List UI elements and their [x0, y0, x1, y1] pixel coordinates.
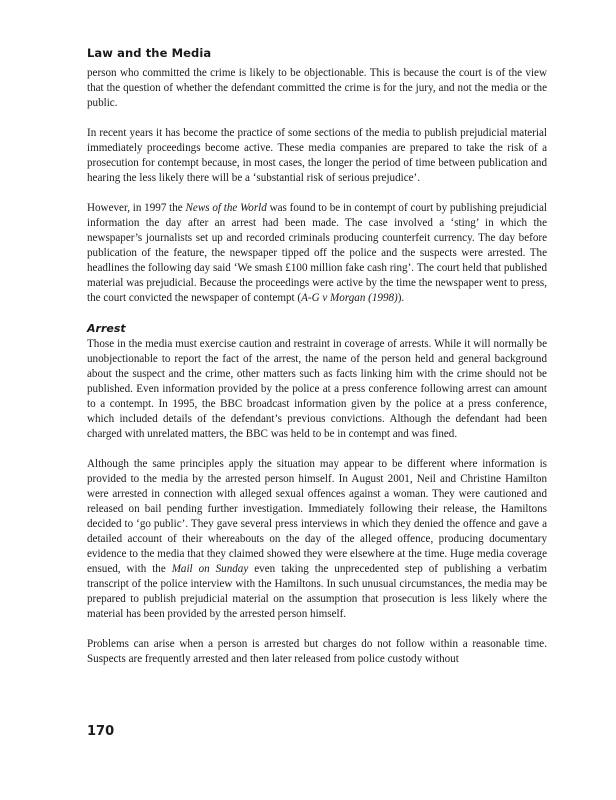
paragraph-6: Problems can arise when a person is arrested but charges do not follow within a reasonable time. Suspects are frequently arrested and then later released from police custody without — [87, 638, 547, 665]
running-head: Law and the Media — [87, 46, 212, 60]
paragraph-5-text-a: Although the same principles apply the situation may appear to be different where information is provided to the media by the arrested person himself. In August 2001, Neil and Christine Hamilton were arrested in connection with alleged sexual offences against a woman. They were cautioned and released on bail pending further investigation. Immediately following their release, the Hamiltons decided to ‘go public’. They gave several press interviews in which they denied the offence and gave a detailed account of their whereabouts on the day of the alleged offence, producing documentary evidence to the media that they claimed showed they were elsewhere at the time. Huge media coverage ensued, with the — [87, 458, 547, 575]
paragraph-2: In recent years it has become the practice of some sections of the media to publish prejudicial material immediately proceedings become active. These media companies are prepared to take the risk of a prosecution for contempt because, in most cases, the longer the period of time between publication and hearing the less likely there will be a ‘substantial risk of serious prejudice’. — [87, 127, 547, 184]
paragraph-1: person who committed the crime is likely to be objectionable. This is because the court is of the view that the question of whether the defendant committed the crime is for the jury, and not the media or the public. — [87, 67, 547, 109]
paragraph-5-text-c: even taking the unprecedented step of publishing a verbatim transcript of the police interview with the Hamiltons. In such unusual circumstances, the media may be prepared to publish prejudicial material on the assumption that prosecution is less likely where the material has been provided by the arrested person himself. — [87, 563, 547, 620]
paragraph-3-text-a: However, in 1997 the — [87, 202, 186, 214]
paragraph-3-text-c: was found to be in contempt of court by publishing prejudicial information the day after an arrest had been made. The case involved a ‘sting’ in which the newspaper’s journalists set up and recorded criminals producing counterfeit currency. The day before publication of the feature, the newspaper tipped off the police and the suspects were arrested. The headlines the following day said ‘We smash £100 million fake cash ring’. The court held that published material was prejudicial. Because the proceedings were active by the time the newspaper went to press, the court convicted the newspaper of contempt ( — [87, 202, 547, 304]
newspaper-title-mail-on-sunday: Mail on Sunday — [171, 563, 249, 575]
paragraph-4: Those in the media must exercise caution and restraint in coverage of arrests. While it will normally be unobjectionable to report the fact of the arrest, the name of the person held and general background about the suspect and the crime, other matters such as facts linking him with the crime should not be published. Even information provided by the police at a press conference following arrest can amount to a contempt. In 1995, the BBC broadcast information given by the police at a press conference, which included details of the defendant’s previous convictions. Although the defendant had been charged with unrelated matters, the BBC was held to be in contempt and was fined. — [87, 338, 547, 440]
page-number: 170 — [87, 724, 115, 739]
paragraph-3-text-e: ). — [397, 292, 405, 304]
newspaper-title-news-of-the-world: News of the World — [185, 202, 267, 214]
paragraph-3 — [87, 201, 547, 306]
case-citation: A-G v Morgan (1998) — [301, 292, 398, 304]
paragraph-5 — [87, 457, 547, 622]
body-text — [87, 66, 547, 667]
section-heading-arrest: Arrest — [87, 322, 126, 335]
